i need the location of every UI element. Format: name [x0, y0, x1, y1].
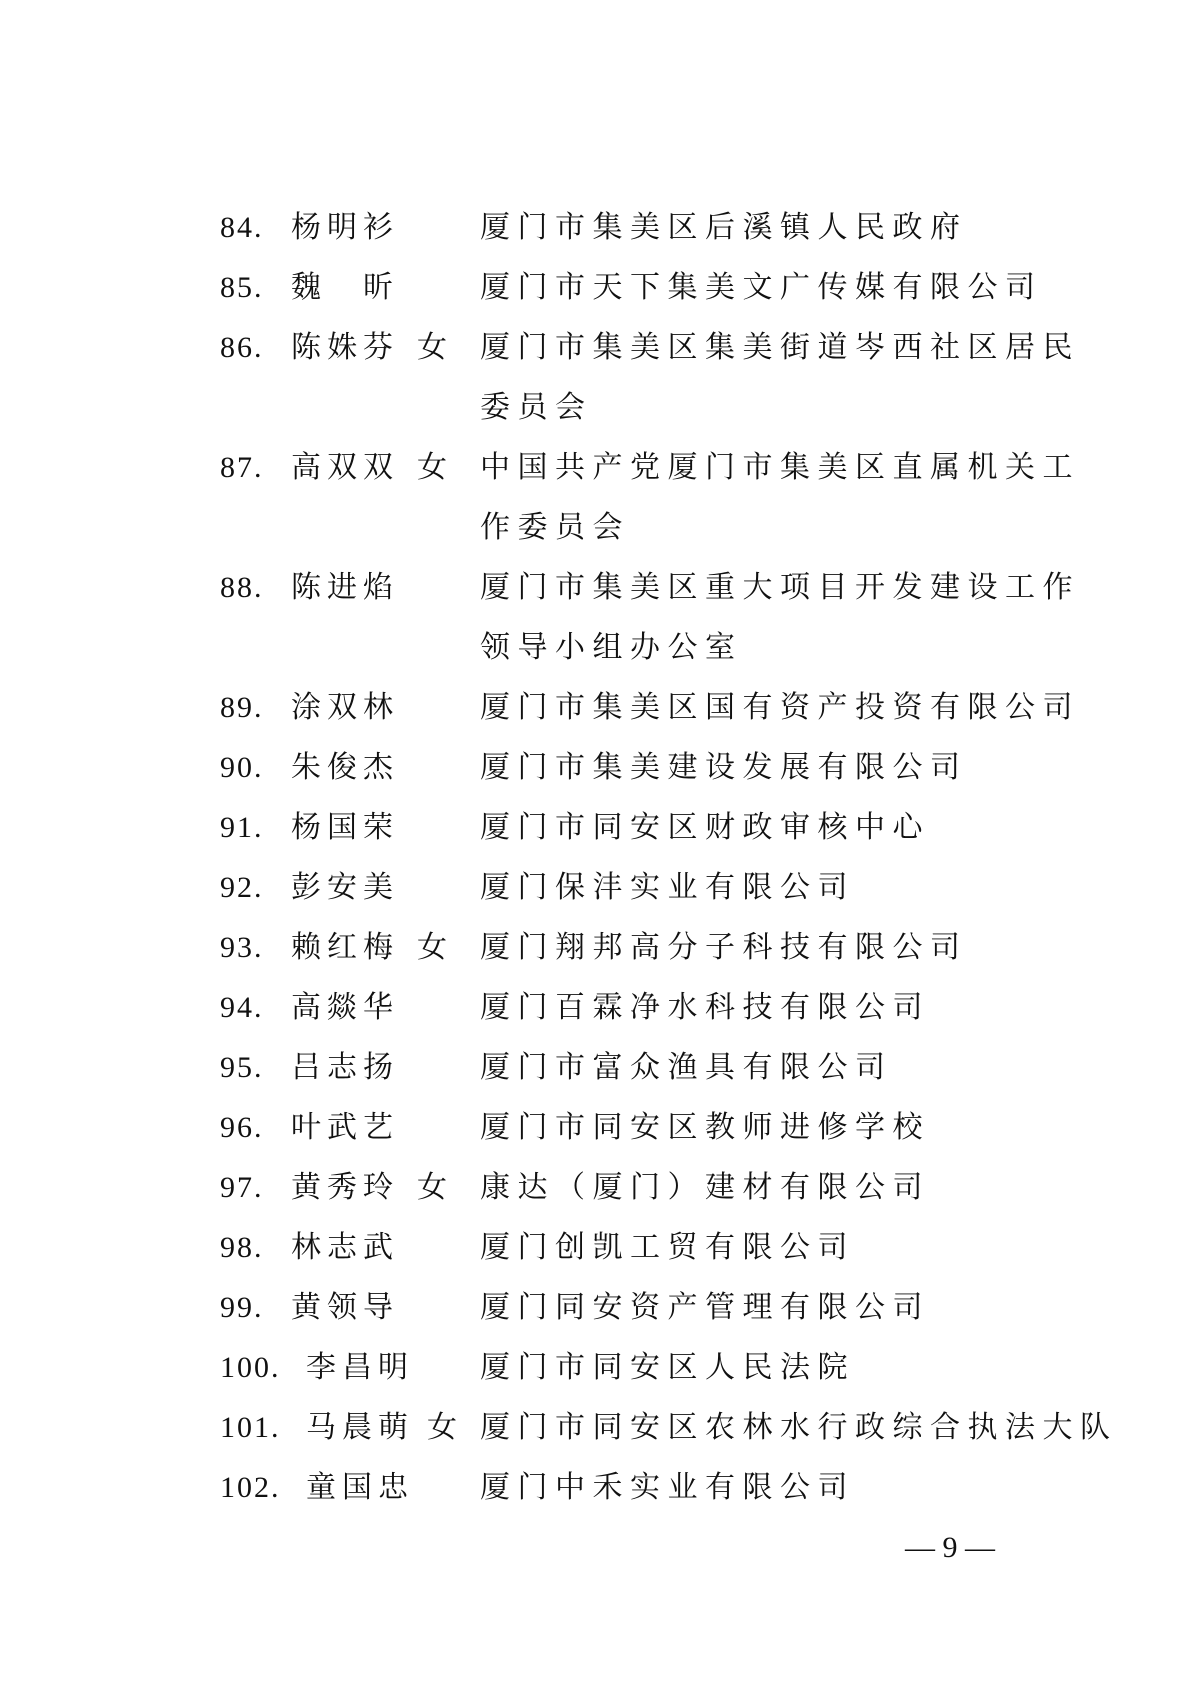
entry-organization: 厦门市同安区教师进修学校: [480, 1110, 930, 1145]
entry-number: 101.: [220, 1411, 281, 1444]
entry-number: 95.: [220, 1051, 264, 1084]
entry-organization: 厦门市集美建设发展有限公司: [480, 750, 968, 785]
entry-number: 94.: [220, 991, 264, 1024]
entry-gender: 女: [417, 930, 447, 965]
entry-organization: 康达（厦门）建材有限公司: [480, 1170, 930, 1205]
entry-organization: 厦门市集美区国有资产投资有限公司: [480, 690, 1080, 725]
page-number: — 9 —: [905, 1531, 995, 1564]
entry-name: 魏 昕: [291, 270, 399, 305]
list-item: [0, 1458, 1199, 1518]
entry-name: 马晨萌: [306, 1410, 414, 1445]
list-item: [0, 198, 1199, 258]
entry-name: 黄秀玲: [291, 1170, 399, 1205]
entry-name: 高双双: [291, 450, 399, 485]
entry-number: 97.: [220, 1171, 264, 1204]
entry-number: 98.: [220, 1231, 264, 1264]
entry-number: 100.: [220, 1351, 281, 1384]
entry-name: 叶武艺: [291, 1110, 399, 1145]
entry-organization: 厦门市集美区集美街道岑西社区居民: [480, 330, 1080, 365]
entry-number: 87.: [220, 451, 264, 484]
entry-name: 彭安美: [291, 870, 399, 905]
list-item: [0, 258, 1199, 318]
entry-organization: 厦门同安资产管理有限公司: [480, 1290, 930, 1325]
entry-gender: 女: [417, 450, 447, 485]
entry-name: 李昌明: [306, 1350, 414, 1385]
list-item: [0, 918, 1199, 978]
list-item: [0, 1278, 1199, 1338]
entry-name: 杨国荣: [291, 810, 399, 845]
entry-organization: 委员会: [480, 390, 593, 425]
entry-gender: 女: [417, 1170, 447, 1205]
entry-organization: 领导小组办公室: [480, 630, 743, 665]
entry-gender: 女: [427, 1410, 457, 1445]
entry-organization: 厦门市同安区财政审核中心: [480, 810, 930, 845]
list-item: [0, 1038, 1199, 1098]
list-item: [0, 678, 1199, 738]
list-item: [0, 438, 1199, 558]
entry-number: 86.: [220, 331, 264, 364]
list-item: [0, 1398, 1199, 1458]
list-item: [0, 1098, 1199, 1158]
list-item: [0, 558, 1199, 678]
entry-number: 102.: [220, 1471, 281, 1504]
entry-organization: 厦门百霖净水科技有限公司: [480, 990, 930, 1025]
entry-organization: 厦门保沣实业有限公司: [480, 870, 855, 905]
entry-organization: 中国共产党厦门市集美区直属机关工: [480, 450, 1080, 485]
entry-number: 85.: [220, 271, 264, 304]
entry-number: 92.: [220, 871, 264, 904]
entry-number: 93.: [220, 931, 264, 964]
list-item: [0, 738, 1199, 798]
entry-organization: 厦门市集美区后溪镇人民政府: [480, 210, 968, 245]
entry-number: 90.: [220, 751, 264, 784]
entry-organization: 作委员会: [480, 510, 630, 545]
list-item: [0, 978, 1199, 1038]
entry-name: 童国忠: [306, 1470, 414, 1505]
entry-name: 林志武: [291, 1230, 399, 1265]
entry-name: 高燚华: [291, 990, 399, 1025]
entry-organization: 厦门市同安区农林水行政综合执法大队: [480, 1410, 1118, 1445]
entry-number: 99.: [220, 1291, 264, 1324]
entry-number: 84.: [220, 211, 264, 244]
entry-number: 88.: [220, 571, 264, 604]
list-item: [0, 798, 1199, 858]
entry-gender: 女: [417, 330, 447, 365]
entry-number: 89.: [220, 691, 264, 724]
entry-name: 朱俊杰: [291, 750, 399, 785]
list-item: [0, 1158, 1199, 1218]
list-item: [0, 858, 1199, 918]
entry-organization: 厦门翔邦高分子科技有限公司: [480, 930, 968, 965]
entry-name: 涂双林: [291, 690, 399, 725]
entry-organization: 厦门市集美区重大项目开发建设工作: [480, 570, 1080, 605]
entry-organization: 厦门市同安区人民法院: [480, 1350, 855, 1385]
entry-number: 96.: [220, 1111, 264, 1144]
entry-name: 陈姝芬: [291, 330, 399, 365]
entry-name: 赖红梅: [291, 930, 399, 965]
entry-organization: 厦门中禾实业有限公司: [480, 1470, 855, 1505]
list-item: [0, 1338, 1199, 1398]
entry-name: 陈进焰: [291, 570, 399, 605]
entry-name: 黄领导: [291, 1290, 399, 1325]
entry-organization: 厦门创凯工贸有限公司: [480, 1230, 855, 1265]
entry-name: 杨明衫: [291, 210, 399, 245]
entry-organization: 厦门市天下集美文广传媒有限公司: [480, 270, 1043, 305]
entry-organization: 厦门市富众渔具有限公司: [480, 1050, 893, 1085]
entry-number: 91.: [220, 811, 264, 844]
entry-name: 吕志扬: [291, 1050, 399, 1085]
list-item: [0, 318, 1199, 438]
list-item: [0, 1218, 1199, 1278]
